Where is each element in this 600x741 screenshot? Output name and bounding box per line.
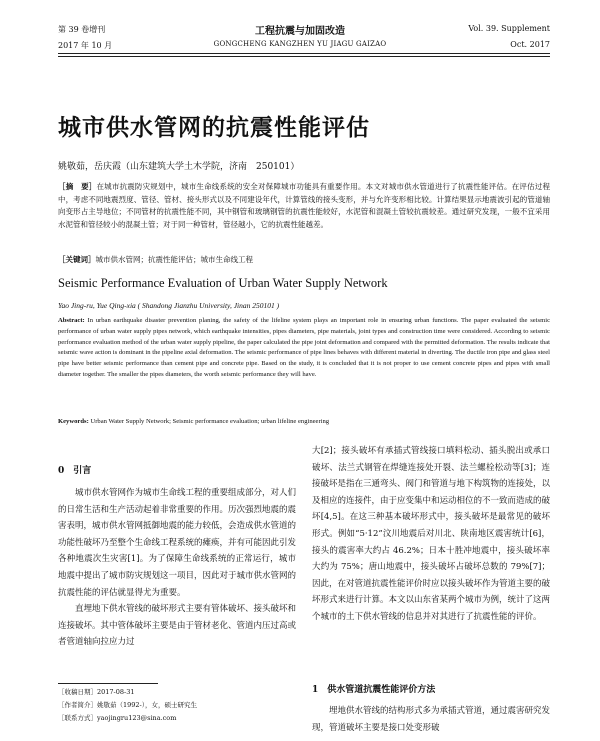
abstract-cn: [58, 181, 550, 231]
section-1-paragraph: [312, 703, 550, 736]
header-date-cn: 2017 年 10 月: [58, 41, 113, 50]
section-0-heading: 0 引言: [58, 466, 92, 476]
header-journal-en: GONGCHENG KANGZHEN YU JIAGU GAIZAO: [213, 40, 387, 48]
abstract-cn-label: ［摘 要］: [58, 182, 97, 191]
footnote-email: ［联系方式］yaojingru123@sina.com: [58, 714, 177, 722]
abstract-cn-text: 在城市抗震防灾规划中，城市生命线系统的安全对保障城市功能具有重要作用。本文对城市供水管道进行了抗震性能评估。在评估过程中，考虑不同地震烈度、管径、管材、接头形式以及不同建设年代，计算管线的接头变形，并与允许变形相比较。计算结果显示地震波引起的管道轴向变形占主导地位；不同管材的抗震性能不同，其中钢管和玻璃钢管的抗震性能较好，水泥管和混凝土管较抗震较差。通过研究发现，一般不宜采用水泥管和管径较小的混凝土管；对于同一种管材，管径越小，它的抗震性能越差。: [58, 182, 550, 229]
keywords-cn-label: ［关键词］: [58, 255, 96, 264]
keywords-en: [58, 418, 550, 425]
footnote-rule: [58, 683, 158, 684]
intro-paragraph-1: 城市供水管网作为城市生命线工程的重要组成部分，对人们的日常生活和生产活动起着非常重要的作用。历次强烈地震的震害表明，城市供水管网抵御地震的能力较低，会造成供水管道的功能性破坏乃至整个生命线工程系统的瘫痪，并有可能因此引发各种地震次生灾害[1]。为了保障生命线系统的正常运行，城市地震中提出了城市防灾规划这一项目，因此对于城市供水管网的抗震性能的评估就显得尤为重要。: [58, 488, 297, 598]
footnote-author: ［作者简介］姚敬茹（1992-），女，硕士研究生: [58, 701, 197, 709]
intro-paragraph-2: 直埋地下供水管线的破坏形式主要有管体破坏、接头破坏和连接破坏。其中管体破坏主要是由于管材老化、管道内压过高或者管道轴向拉应力过: [58, 604, 297, 648]
header-rule-thick: [58, 53, 550, 54]
keywords-en-label: Keywords:: [58, 418, 89, 425]
paper-title-en: Seismic Performance Evaluation of Urban Water Supply Network: [58, 276, 388, 290]
keywords-en-text: Urban Water Supply Network; Seismic performance evaluation; urban lifeline engineering: [90, 418, 330, 425]
intro-right-column: [312, 443, 550, 626]
header-volume-cn: 第 39 卷增刊: [58, 25, 106, 34]
header-rule-thin: [58, 56, 550, 57]
section-1-heading: 1 供水管道抗震性能评价方法: [312, 685, 436, 695]
abstract-en-label: Abstract:: [58, 317, 85, 324]
authors-en: Yao Jing-ru, Yue Qing-xia ( Shandong Jianzhu University, Jinan 250101 ): [58, 301, 280, 310]
paper-title-cn: 城市供水管网的抗震性能评估: [58, 114, 370, 141]
header-date-en: Oct. 2017: [510, 40, 550, 49]
authors-cn: 姚敬茹，岳庆霞（山东建筑大学土木学院，济南 250101）: [58, 162, 300, 172]
intro-paragraph-3a: 大[2]；接头破坏有承插式管线接口填料松动、插头脱出或承口破坏、法兰式钢管在焊缝连接处开裂、法兰螺栓松动等[3]；连接破坏是指在三通弯头、阀门和管道与地下构筑物的连接处，以及相应的连接件，由于应变集中和运动相位的不一致而造成的破坏[4,5]。在这三种基本破坏形式中，接头破坏是最常见的破坏形式。: [312, 446, 551, 539]
intro-paragraph-3: [312, 443, 550, 626]
header-volume-en: Vol. 39. Supplement: [468, 24, 550, 33]
keywords-cn-text: 城市供水管网；抗震性能评估；城市生命线工程: [95, 255, 253, 264]
abstract-en: [58, 316, 550, 381]
keywords-cn: [58, 254, 550, 267]
abstract-en-text: In urban earthquake disaster prevention planing, the safety of the lifeline system plays an important role in ensuring urban functions. The paper evaluated the seismic performance of urban water supply pipes network, which earthquake intensities, pipes diameters, pipe materials, joint types and construction time were considered. According to seismic performance evaluation method of the urban water supply pipeline, the paper calculated the pipe joint deformation and compared with the permitted deformation. The results indicate that seismic wave action is dominant in the pipeline axial deformation. The seismic performance of pipe lines behaves with different material in diverting. The ductile iron pipe and glass steel pipe have better seismic performance than cement pipe and concrete pipe. Based on the study, it is concluded that it is not proper to use cement concrete pipes and pipes with small diameter together. The smaller the pipes diameters, the worth seismic performance they will have.: [58, 317, 551, 378]
intro-paragraph-3b: 例如“5·12”汶川地震后对川北、陕南地区震害统计[6]，接头的震害率大约占 46.2%；日本十胜冲地震中，接头破坏率大约为 75%；唐山地震中，接头破坏占破坏总数的 79%[7]；因此，在对管道抗震性能评价时应以接头破坏作为管道主要的破坏形式来进行计算。本文以山东省某两个城市为例，统计了这两个城市的土下供水管线的信息并对其进行了抗震性能的评价。: [312, 528, 551, 622]
section-1-text: 埋地供水管线的结构形式多为承插式管道，通过震害研究发现，管道破坏主要是接口处变形破: [312, 706, 551, 733]
intro-left-column: [58, 485, 296, 651]
header-journal-cn: 工程抗震与加固改造: [255, 26, 345, 37]
footnote-received: ［收稿日期］2017-08-31: [58, 688, 135, 696]
